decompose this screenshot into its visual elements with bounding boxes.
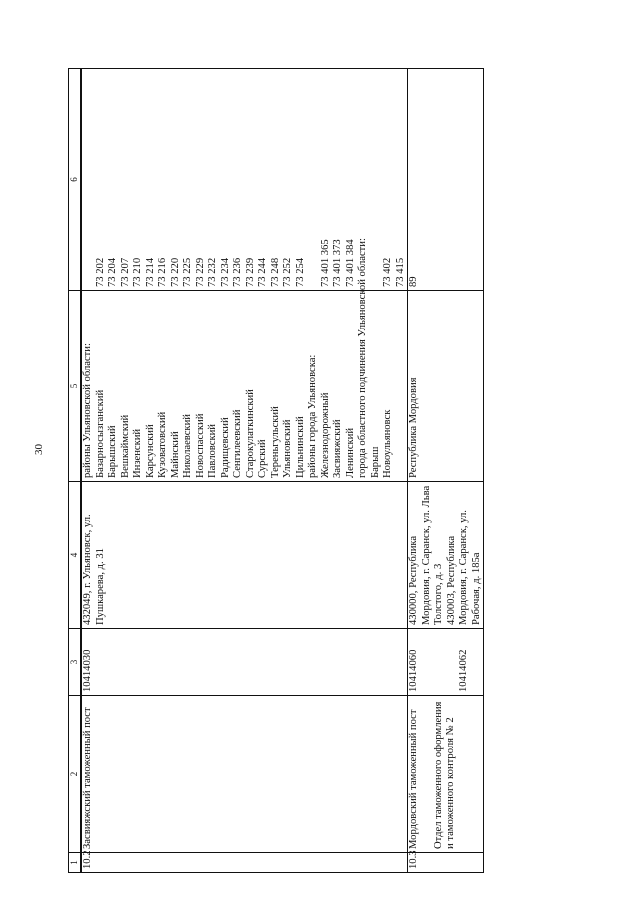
okato-code: 73 232	[207, 257, 218, 287]
okato-code: 73 236	[232, 257, 243, 287]
okato-code: 73 254	[294, 257, 306, 287]
region-item: города областного подчинения Ульяновской области:	[357, 238, 368, 478]
post-name: Мордовский таможенный пост	[408, 709, 419, 849]
customs-posts-table	[68, 68, 484, 873]
okato-code: 73 401 384	[344, 239, 356, 287]
okato-code: 73 225	[182, 257, 193, 287]
region-item: Барыш	[369, 446, 381, 478]
okato-code	[307, 72, 320, 287]
column-header: 1	[69, 853, 82, 873]
okato-code: 73 214	[144, 257, 156, 287]
okato-code: 89	[408, 276, 419, 287]
post-code: 10414030	[82, 649, 93, 692]
region-item: Карсунский	[144, 424, 156, 478]
region-item: Ленинский	[344, 427, 356, 478]
region-item: Инзенский	[132, 428, 143, 478]
column-header: 4	[69, 482, 82, 629]
address-cell	[408, 482, 484, 629]
okato-code: 73 252	[282, 257, 293, 287]
okato-code: 73 207	[119, 257, 131, 287]
region-item: Базарносызганский	[94, 389, 106, 478]
region-item: Железнодорожный	[319, 392, 331, 478]
table-row	[81, 69, 408, 873]
okato-code: 73 234	[219, 257, 231, 287]
post-code-cell	[81, 629, 408, 696]
post-name: Засвияжский таможенный пост	[82, 707, 93, 849]
header-row	[69, 69, 82, 873]
region-item: Кузоватовский	[157, 411, 168, 478]
column-header: 6	[69, 69, 82, 291]
okato-code: 73 202	[94, 257, 106, 287]
okato-code: 73 415	[394, 257, 406, 287]
column-header: 2	[69, 696, 82, 853]
post-address: 430000, Республика Мордовия, г. Саранск, ул. Льва Толстого, д. 3	[408, 485, 444, 625]
post-code: 10414060	[408, 649, 419, 692]
page-number: 30	[33, 444, 45, 455]
region-item: районы Ульяновской области:	[82, 343, 93, 478]
okato-code: 73 244	[257, 257, 268, 287]
region-item: Республика Мордовия	[408, 377, 419, 478]
region-item: районы города Ульяновска:	[307, 354, 318, 478]
row-number: 10.3	[408, 853, 484, 873]
region-item: Ульяновский	[282, 419, 293, 478]
okato-code	[370, 72, 383, 287]
column-header: 5	[69, 291, 82, 482]
post-address: 432049, г. Ульяновск, ул. Пушкарева, д. 31	[82, 514, 106, 625]
region-item: Барышский	[107, 425, 118, 478]
okato-code: 73 402	[382, 257, 393, 287]
region-item: Радищевский	[219, 417, 231, 478]
row-number: 10.2	[81, 853, 408, 873]
post-code: 10414062	[457, 649, 469, 692]
region-item: Вешкаймский	[119, 414, 131, 478]
post-name: Отдел таможенного оформления и таможенного контроля № 2	[432, 701, 456, 849]
region-item: Засвияжский	[332, 419, 343, 478]
region-item: Павловский	[207, 424, 218, 478]
okato-code: 73 401 373	[332, 239, 343, 287]
table-frame	[68, 68, 608, 873]
okato-code: 73 216	[157, 257, 168, 287]
region-item: Майнский	[169, 431, 181, 478]
region-item: Старокулаткинский	[244, 389, 256, 478]
region-item: Новоульяновск	[382, 409, 393, 478]
okato-code: 73 210	[132, 257, 143, 287]
okato-code: 73 204	[107, 257, 118, 287]
region-list	[408, 291, 484, 482]
post-address: 430003, Республика Мордовия, г. Саранск, ул. Рабочая, д. 185а	[445, 510, 482, 625]
post-name-cell	[408, 696, 484, 853]
okato-code: 73 401 365	[319, 239, 331, 287]
okato-code	[82, 72, 95, 287]
address-cell	[81, 482, 408, 629]
region-item: Тереньгульский	[269, 406, 281, 478]
okato-code: 73 239	[244, 257, 256, 287]
region-item: Новоспасский	[194, 413, 206, 478]
okato-code: 73 220	[169, 257, 181, 287]
okato-code: 73 229	[194, 257, 206, 287]
post-name-cell	[81, 696, 408, 853]
region-item: Сенгилеевский	[232, 409, 243, 478]
column-header: 3	[69, 629, 82, 696]
post-code-cell	[408, 629, 484, 696]
okato-code: 73 248	[269, 257, 281, 287]
region-item: Николаевский	[182, 414, 193, 478]
region-item: Сурский	[257, 439, 268, 478]
okato-code-list	[408, 69, 484, 291]
region-item: Цильнинский	[294, 416, 306, 478]
table-row	[408, 69, 484, 873]
